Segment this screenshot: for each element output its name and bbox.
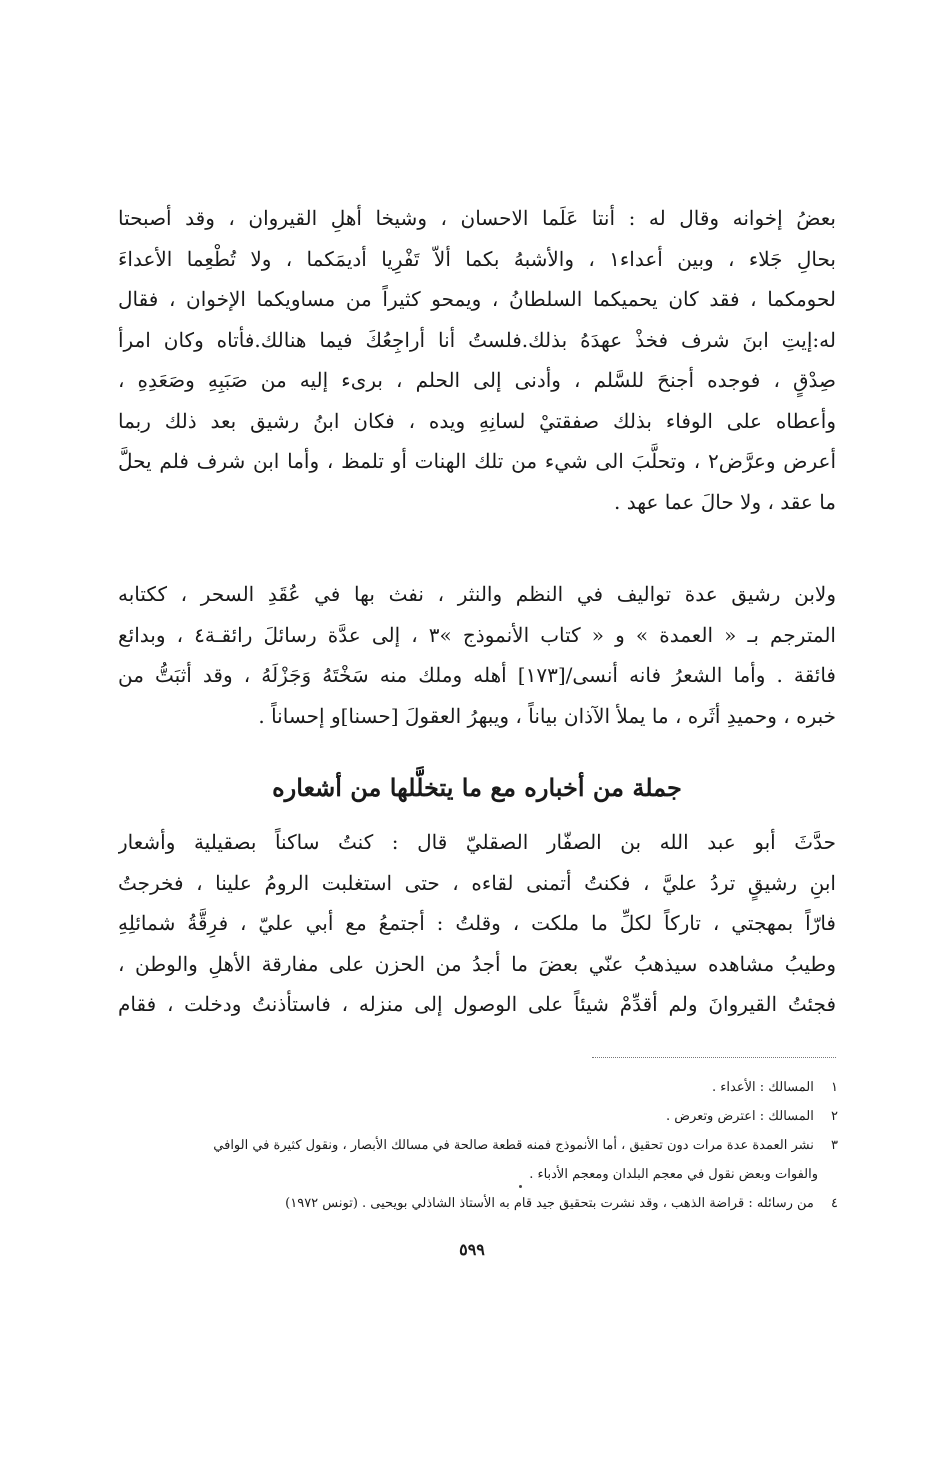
text-line: وطيبُ مشاهده سيذهبُ عنّي بعضَ ما أجدُ من الحزن على مفارقة الأهلِ والوطن ، [118, 951, 836, 976]
text-line: حدَّثَ أبو عبد الله بن الصفّار الصقليّ قال : كنتُ ساكناً بصقيلية وأشعار [118, 830, 836, 854]
footnote-number: ٤ [831, 1196, 838, 1211]
paragraph-3 [118, 822, 836, 1025]
text-line: ما عقد ، ولا حالَ عما عهد . [614, 489, 836, 514]
footnote-text: نشر العمدة عدة مرات دون تحقيق ، أما الأنموذج فمنه قطعة صالحة في مسالك الأبصار ، ونقول كثيرة في الوافي [213, 1138, 814, 1153]
print-speck [519, 1185, 522, 1188]
text-line: وأعطاه على الوفاء بذلك صفقتيْ لسانِهِ ويده ، فكان ابنُ رشيق بعد ذلك ربما [118, 408, 836, 433]
paragraph-1 [118, 198, 836, 522]
footnote-text: المسالك : اعترض وتعرض . [666, 1109, 814, 1124]
footnote-number: ٢ [831, 1109, 838, 1124]
footnote-continuation: والفوات وبعض نقول في معجم البلدان ومعجم الأدباء . [529, 1167, 818, 1182]
footnote [110, 1189, 838, 1218]
text-line: ولابن رشيق عدة تواليف في النظم والنثر ، نفث بها في عُقَدِ السحر ، ككتابه [118, 582, 836, 606]
text-line: لحومكما ، فقد كان يحميكما السلطانُ ، ويمحو كثيراً من مساويكما الإخوان ، فقال [118, 287, 836, 311]
text-line: بحالِ جَلاء ، وبين أعداء١ ، والأشبهُ بكما ألاّ تَفْرِيا أديمَكما ، ولا تُطْعِما الأعداءَ [118, 246, 836, 271]
text-line: المترجم بـ « العمدة » و « كتاب الأنموذج »٣ ، إلى عدَّة رسائلَ رائقـة٤ ، وبدائع [118, 622, 836, 647]
text-line: بعضُ إخوانه وقال له : أنتا عَلَما الاحسان ، وشيخا أهلِ القيروان ، وقد أصبحتا [118, 206, 836, 230]
text-line: فارّاً بمهجتي ، تاركاً لكلِّ ما ملكت ، وقلتُ : أجتمعُ مع أبي عليّ ، فرِقَّةُ شمائلِهِ [118, 911, 836, 935]
footnote [110, 1102, 838, 1131]
paragraph-2 [118, 574, 836, 736]
text-line: صِدْقٍ ، فوجده أجنحَ للسَّلم ، وأدنى إلى الحلم ، برىء إليه من صَبَبِهِ وصَعَدِهِ ، [118, 368, 836, 392]
footnote-text: من رسائله : قراضة الذهب ، وقد نشرت بتحقيق جيد قام به الأستاذ الشاذلي بويحيى . (تونس ١٩٧٢) [285, 1196, 814, 1211]
page-number: ٥٩٩ [459, 1240, 485, 1259]
footnote-text: المسالك : الأعداء . [712, 1080, 814, 1095]
text-line: فجئتُ القيروانَ ولم أقدِّمْ شيئاً على الوصول إلى منزله ، فاستأذنتُ ودخلت ، فقام [118, 992, 836, 1016]
footnote [110, 1073, 838, 1102]
footnote-number: ٣ [831, 1138, 838, 1153]
footnote-divider [592, 1057, 836, 1058]
footnote-number: ١ [831, 1080, 838, 1095]
text-line: ابنِ رشيقٍ تردُ عليَّ ، فكنتُ أتمنى لقاءه ، حتى استغلبت الرومُ علينا ، فخرجتُ [118, 870, 836, 895]
footnote [110, 1131, 838, 1160]
text-line: أعرض وعرَّض٢ ، وتحلَّبَ الى شيء من تلك الهنات أو تلمظ ، وأما ابن شرف فلم يحلَّ [118, 449, 836, 473]
section-heading: جملة من أخباره مع ما يتخلَّلها من أشعاره [272, 773, 682, 802]
footnotes [110, 1073, 838, 1218]
text-line: فائقة . وأما الشعرُ فانه أنسى/[١٧٣] أهله وملك منه سَخْتَهُ وَجَزْلَهُ ، وقد أثبَتُّ من [118, 663, 836, 687]
text-line: له:إيتِ ابنَ شرف فخذْ عهدَهُ بذلك.فلستُ أنا أراجِعُكَ فيما هنالك.فأتاه وكان امرأ [118, 327, 836, 352]
text-line: خبره ، وحميدِ أثَره ، ما يملأ الآذان بياناً ، ويبهرُ العقولَ [حسنا]و إحساناً . [258, 703, 836, 728]
